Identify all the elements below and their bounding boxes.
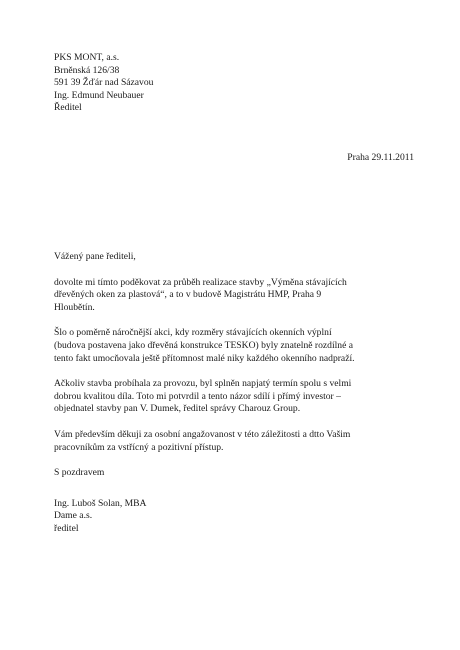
- signature-role: ředitel: [54, 522, 79, 534]
- closing: S pozdravem: [54, 467, 105, 479]
- sender-role: Ředitel: [54, 102, 82, 114]
- sender-address: [54, 52, 414, 115]
- sender-street: Brněnská 126/38: [54, 64, 120, 76]
- paragraph-1: dovolte mi tímto poděkovat za průběh realizace stavby „Výměna stávajících dřevěných oken za plastová“, a to v budově Magistrátu HMP, Praha 9 Hloubětín.: [54, 276, 347, 313]
- signature-block: [54, 498, 414, 536]
- letter-date: Praha 29.11.2011: [347, 152, 414, 163]
- sender-city: 591 39 Žďár nad Sázavou: [54, 77, 154, 89]
- salutation: Vážený pane řediteli,: [54, 250, 136, 262]
- paragraph-4: Vám především děkuji za osobní angažovanost v této záležitosti a dtto Vašim pracovníkům za vstřícný a pozitivní přístup.: [54, 428, 351, 453]
- sender-person: Ing. Edmund Neubauer: [54, 89, 144, 101]
- letter-body: [54, 52, 414, 535]
- sender-company: PKS MONT, a.s.: [54, 52, 120, 63]
- paragraph-2: Šlo o poměrně náročnější akci, kdy rozměry stávajících okenních výplní (budova postavena jako dřevěná konstrukce TESKO) byly znatelně rozdílné a tento fakt umocňovala ještě přítomnost malé niky každého okenního nadpraží.: [54, 327, 355, 364]
- paragraph-3: Ačkoliv stavba probíhala za provozu, byl splněn napjatý termín spolu s velmi dobrou kvalitou díla. Toto mi potvrdil a tento názor sdílí i přímý investor – objednatel stavby pan V. Dumek, ředitel správy Charouz Group.: [54, 378, 352, 415]
- signature-company: Dame a.s.: [54, 510, 93, 522]
- signature-name: Ing. Luboš Solan, MBA: [54, 497, 147, 509]
